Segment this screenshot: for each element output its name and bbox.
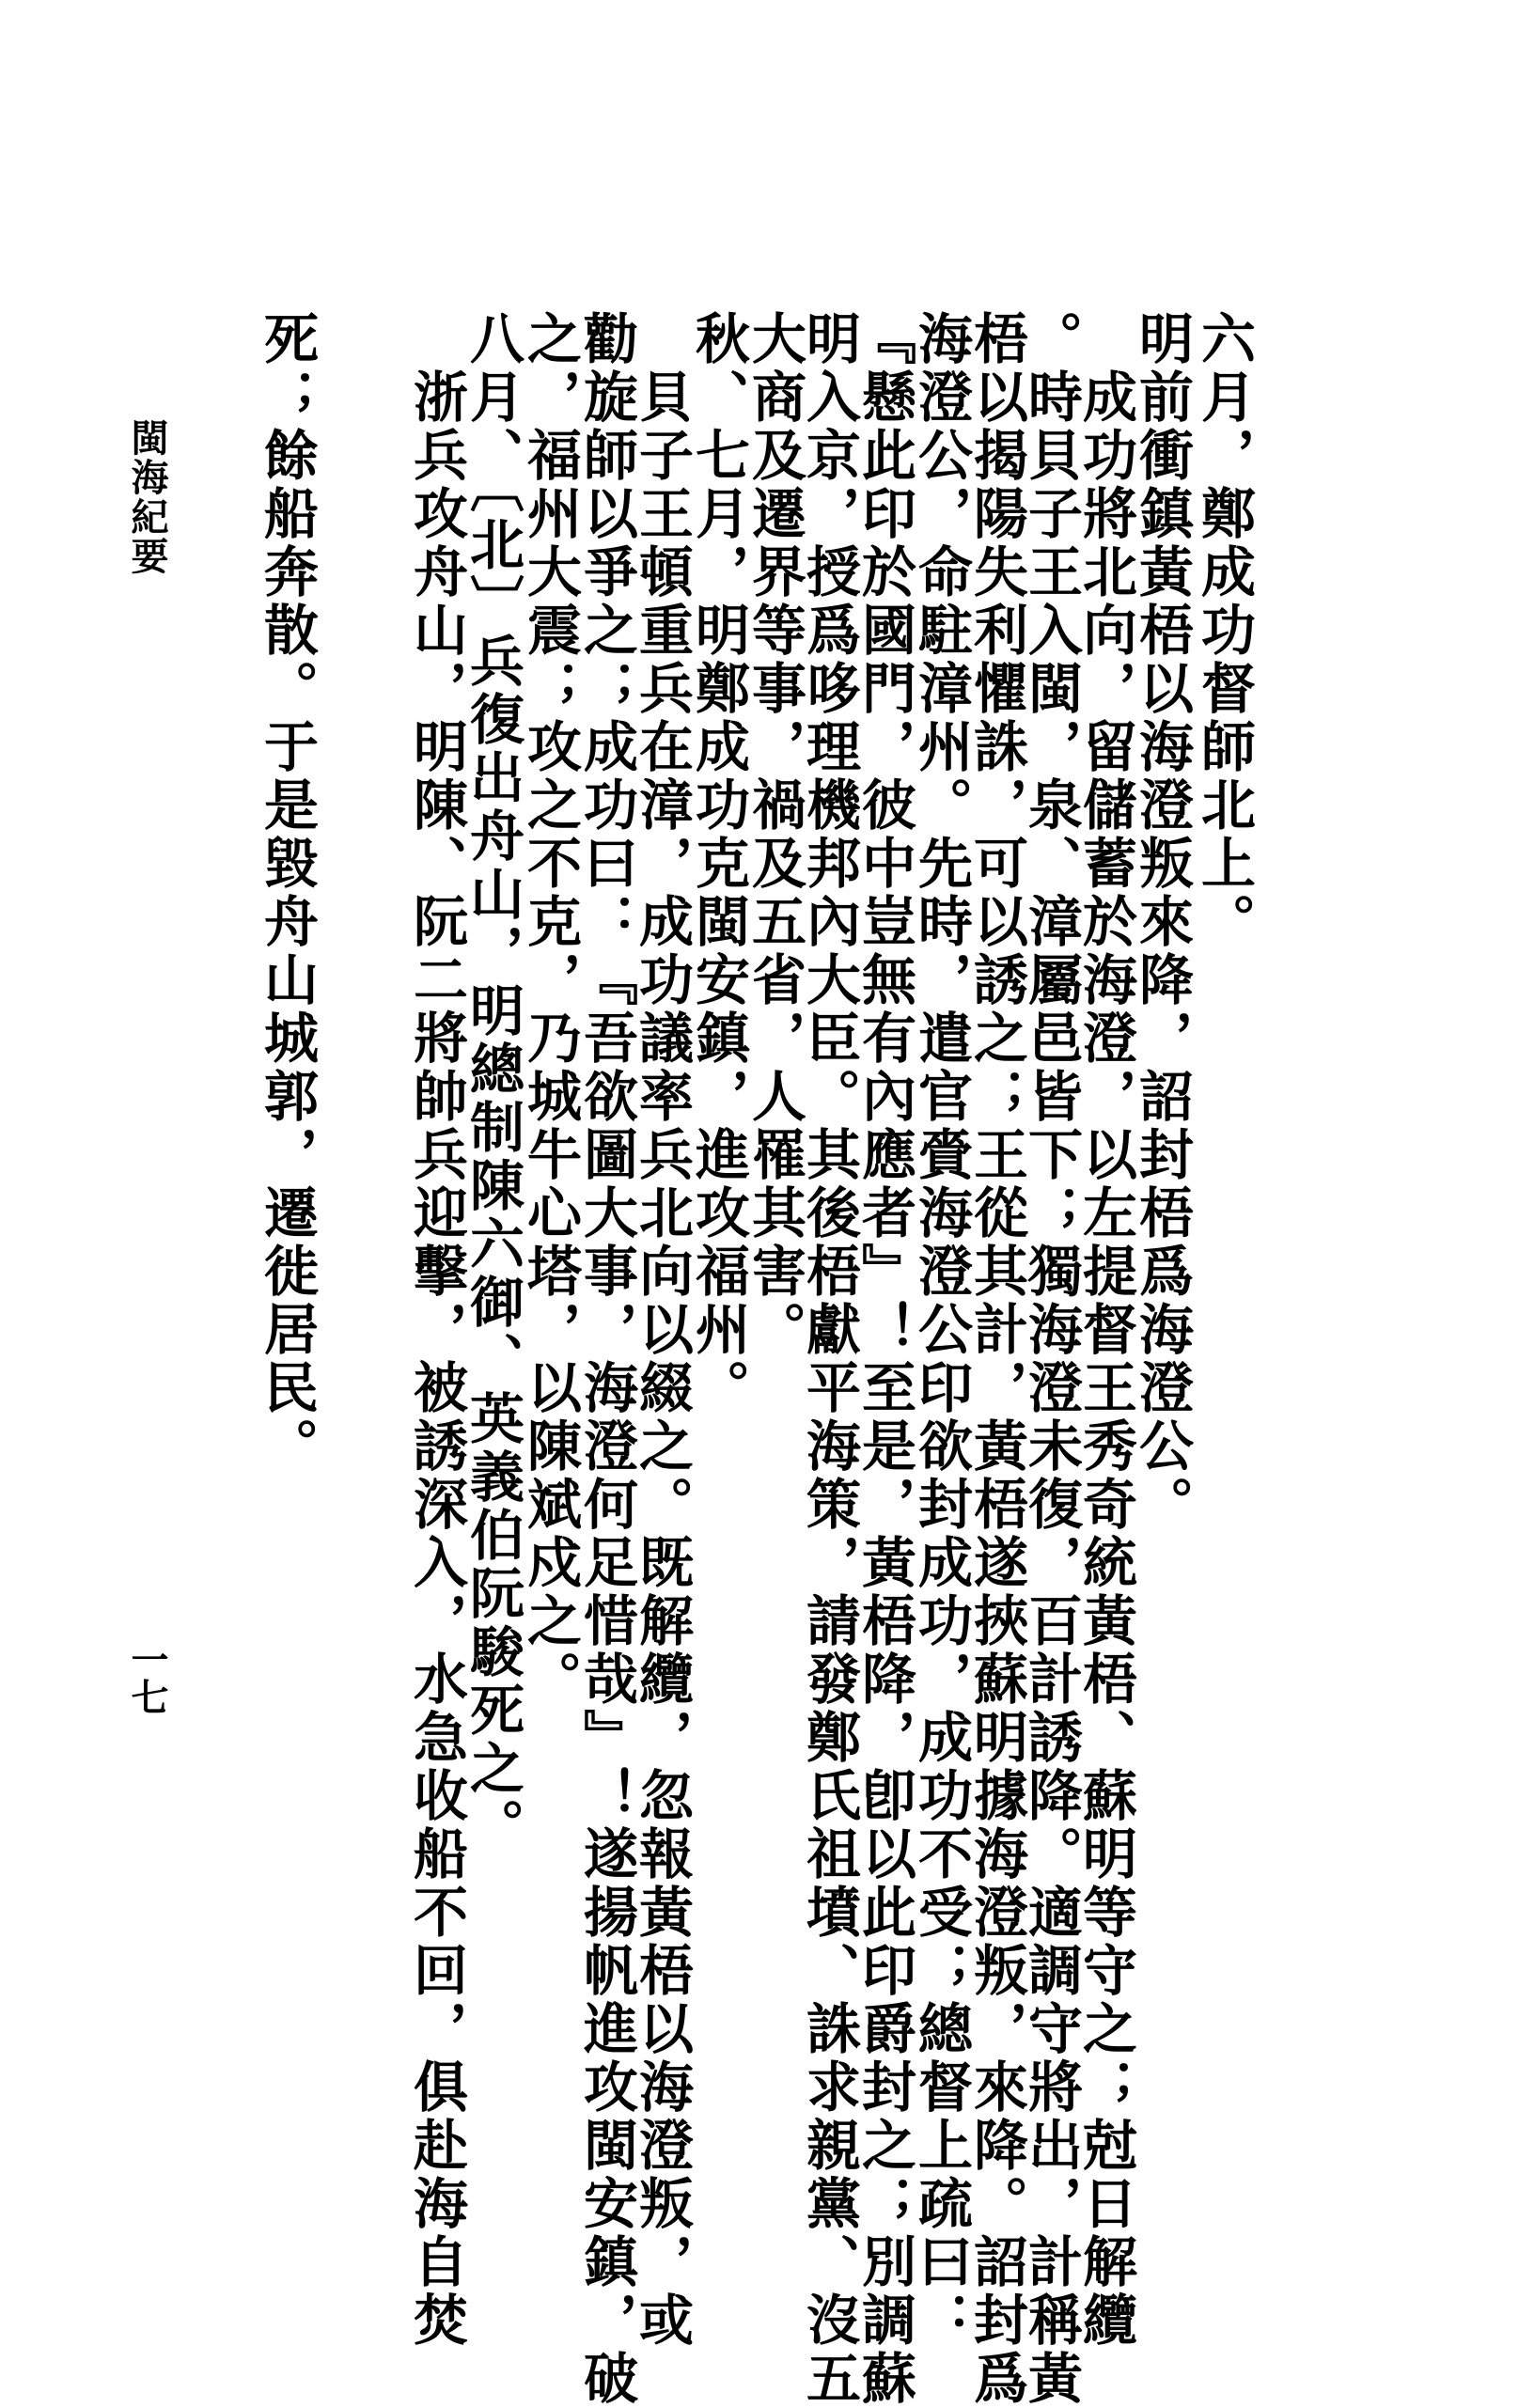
text-column-15: 浙兵攻舟山，明陳、阮二將帥兵迎擊，被誘深入，水急收船不回，俱赴海自焚 (404, 310, 468, 2350)
text-column-3: 成功將北向，留儲蓄於海澄，以左提督王秀奇統黃梧、蘇明等守之；尅日解纜 (1073, 310, 1137, 2350)
page-number: 一七 (125, 1640, 169, 1715)
book-title: 閩海紀要 (125, 418, 169, 576)
text-column-6: 海澄公，命駐漳州。先時，遣官賫海澄公印欲封成功，成功不受；總督上疏曰： (909, 310, 973, 2350)
text-column-11: 貝子王頓重兵在漳，成功議率兵北向以綴之。既解纜，忽報黃梧以海澄叛，或 (630, 310, 694, 2350)
text-column-5: 梧以揭陽失利懼誅，可以誘之；王從其計，黃梧遂挾蘇明據海澄叛，來降。詔封爲 (964, 310, 1028, 2408)
text-column-9: 大商及遷界等事，禍及五省，人罹其害。 (743, 310, 806, 1359)
text-column-10: 秋、七月，明鄭成功克閩安鎮，進攻福州。 (686, 310, 750, 1417)
text-column-7: 『懸此印於國門，彼中豈無有內應者』！至是，黃梧降，卽以此印爵封之；別調蘇 (853, 310, 916, 2408)
text-column-16: 死；餘船奔散。于是毀舟山城郭，遷徙居民。 (255, 310, 319, 1476)
text-column-2: 明前衝鎮黃梧以海澄叛來降，詔封梧爲海澄公。 (1130, 310, 1194, 1534)
text-column-13: 之，福州大震；攻之不克，乃城牛心塔，以陳斌戍之。 (518, 310, 582, 1709)
text-column-1: 六月，鄭成功督師北上。 (1192, 310, 1256, 951)
text-column-12: 勸旋師以爭之；成功曰：『吾欲圖大事，海澄何足惜哉』！遂揚帆進攻閩安鎮，破 (574, 310, 638, 2408)
text-column-14: 八月、〔北〕兵復出舟山，明總制陳六御、英義伯阮駿死之。 (461, 310, 524, 1856)
text-column-8: 明入京，授爲哆理機邦內大臣。其後梧獻平海策，請發鄭氏祖墳、誅求親黨、沒五 (797, 310, 861, 2408)
text-column-4: 。時貝子王入閩，泉、漳屬邑皆下；獨海澄未復，百計誘降。適調守將出，計稱黃 (1019, 310, 1083, 2408)
